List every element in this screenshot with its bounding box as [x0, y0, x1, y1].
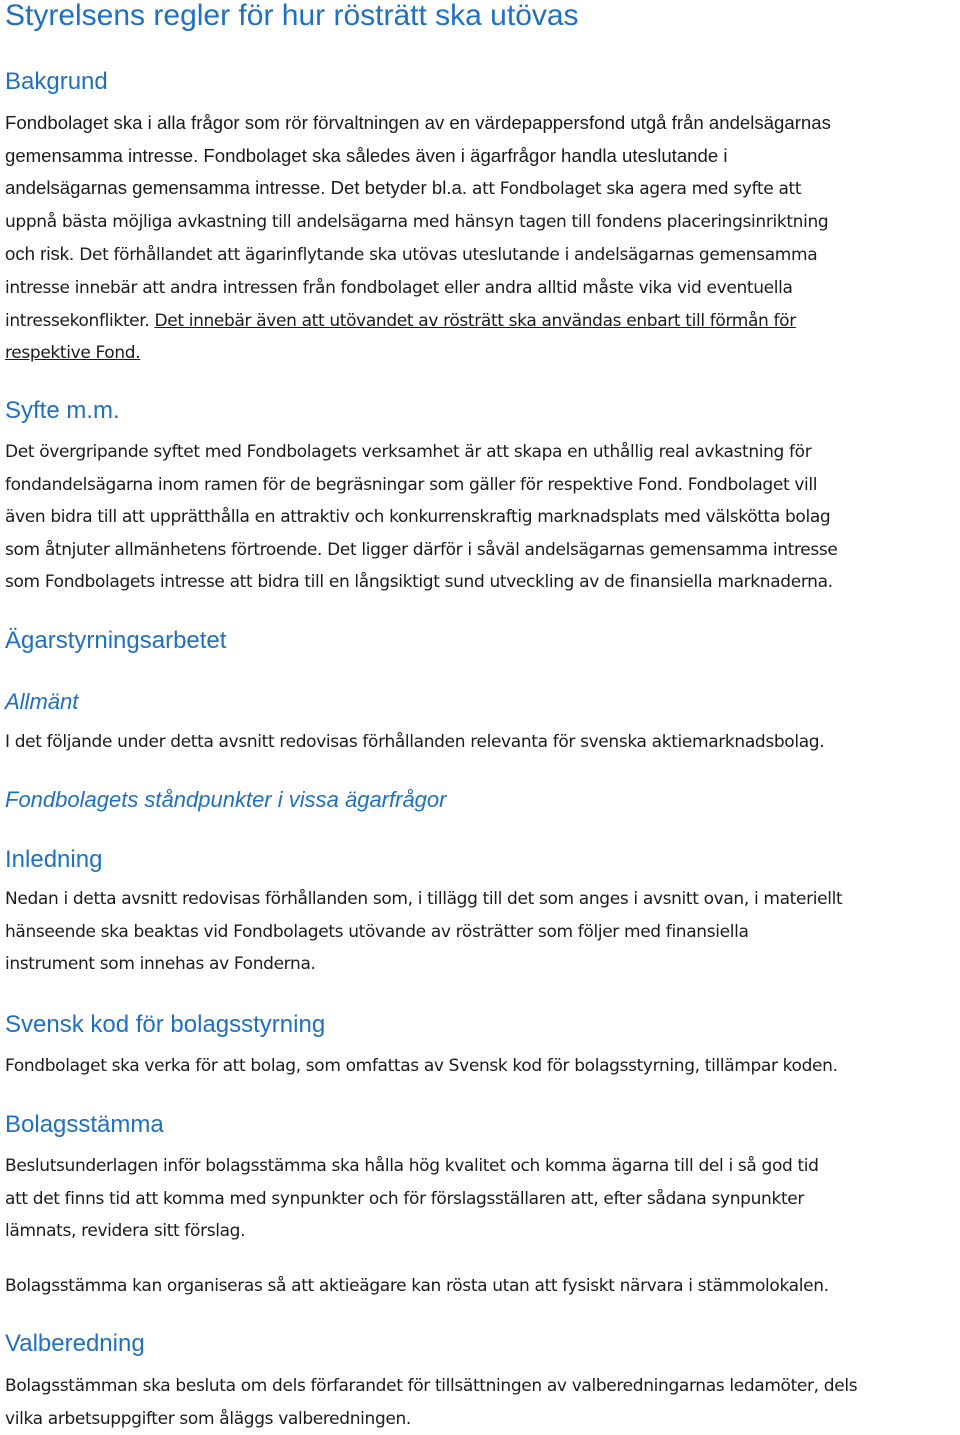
text-line: intresse innebär att andra intressen från fondbolaget eller andra alltid måste vika vid eventuella	[5, 277, 793, 298]
text-line	[5, 337, 831, 370]
text-line: gemensamma intresse. Fondbolaget ska således även i ägarfrågor handla uteslutande i	[5, 144, 728, 166]
paragraph-bolagsstamma-2	[5, 1270, 829, 1303]
text-line: uppnå bästa möjliga avkastning till andelsägarna med hänsyn tagen till fondens placeringsinriktning	[5, 211, 829, 232]
underlined-text: Det innebär även att utövandet av rösträtt ska användas enbart till förmån för	[154, 310, 796, 331]
text-line	[5, 172, 831, 206]
text-line: Beslutsunderlagen inför bolagsstämma ska hålla hög kvalitet och komma ägarna till del i så god tid	[5, 1156, 819, 1176]
text-line: Nedan i detta avsnitt redovisas förhållanden som, i tillägg till det som anges i avsnitt ovan, i materiellt	[5, 889, 843, 909]
text-line: även bidra till att upprätthålla en attraktiv och konkurrenskraftig marknadsplats med välskötta bolag	[5, 507, 831, 528]
text-line: hänseende ska beaktas vid Fondbolagets utövande av rösträtter som följer med finansiella	[5, 921, 749, 942]
underlined-text: respektive Fond.	[5, 343, 141, 364]
heading-bakgrund: Bakgrund	[5, 68, 108, 95]
paragraph-bolagsstamma	[5, 1150, 819, 1248]
heading-allmant: Allmänt	[5, 689, 79, 714]
heading-syfte: Syfte m.m.	[5, 397, 120, 424]
text-line: Fondbolaget ska i alla frågor som rör förvaltningen av en värdepappersfond utgå från andelsägarnas	[5, 112, 831, 133]
heading-svensk-kod: Svensk kod för bolagsstyrning	[5, 1011, 326, 1038]
text-line: fondandelsägarna inom ramen för de begräsningar som gäller för respektive Fond. Fondbolaget vill	[5, 474, 818, 495]
text-span: andelsägarnas gemensamma intresse. Det betyder bl.a.	[5, 177, 467, 199]
text-line	[5, 305, 831, 338]
paragraph-inledning	[5, 883, 842, 981]
text-span: Det förhållandet att ägarinflytande ska utövas uteslutande i andelsägarnas gemensamma	[74, 245, 818, 266]
paragraph-bakgrund	[5, 107, 831, 370]
heading-standpunkter: Fondbolagets ståndpunkter i vissa ägarfrågor	[5, 787, 447, 812]
page-title: Styrelsens regler för hur rösträtt ska utövas	[5, 0, 579, 32]
text-line: Fondbolaget ska verka för att bolag, som omfattas av Svensk kod för bolagsstyrning, tillämpar koden.	[5, 1056, 838, 1076]
text-line: Det övergripande syftet med Fondbolagets verksamhet är att skapa en uthållig real avkastning för	[5, 442, 812, 462]
paragraph-svensk-kod	[5, 1050, 838, 1083]
text-span: och risk.	[5, 243, 75, 265]
text-span: intressekonflikter.	[5, 310, 150, 331]
heading-valberedning: Valberedning	[5, 1330, 145, 1357]
text-line: som Fondbolagets intresse att bidra till en långsiktigt sund utveckling av de finansiella marknaderna.	[5, 572, 833, 593]
heading-inledning: Inledning	[5, 846, 103, 873]
heading-bolagsstamma: Bolagsstämma	[5, 1111, 164, 1138]
text-line: vilka arbetsuppgifter som åläggs valberedningen.	[5, 1408, 411, 1429]
text-line: att det finns tid att komma med synpunkter och för förslagsställaren att, efter sådana synpunkter	[5, 1188, 805, 1209]
text-line	[5, 238, 831, 272]
text-line: Bolagsstämman ska besluta om dels förfarandet för tillsättningen av valberedningarnas ledamöter, dels	[5, 1376, 858, 1396]
paragraph-valberedning	[5, 1370, 857, 1435]
heading-agarstyrningsarbetet: Ägarstyrningsarbetet	[5, 627, 227, 654]
text-line: lämnats, revidera sitt förslag.	[5, 1221, 246, 1242]
text-line: instrument som innehas av Fonderna.	[5, 954, 316, 975]
text-line: I det följande under detta avsnitt redovisas förhållanden relevanta för svenska aktiemarknadsbolag.	[5, 732, 825, 752]
paragraph-allmant	[5, 726, 824, 759]
text-line: Bolagsstämma kan organiseras så att aktieägare kan rösta utan att fysiskt närvara i stämmolokalen.	[5, 1276, 829, 1296]
text-line: som åtnjuter allmänhetens förtroende. Det ligger därför i såväl andelsägarnas gemensamma intresse	[5, 539, 838, 560]
text-span: att Fondbolaget ska agera med syfte att	[467, 179, 802, 200]
paragraph-syfte	[5, 436, 837, 599]
